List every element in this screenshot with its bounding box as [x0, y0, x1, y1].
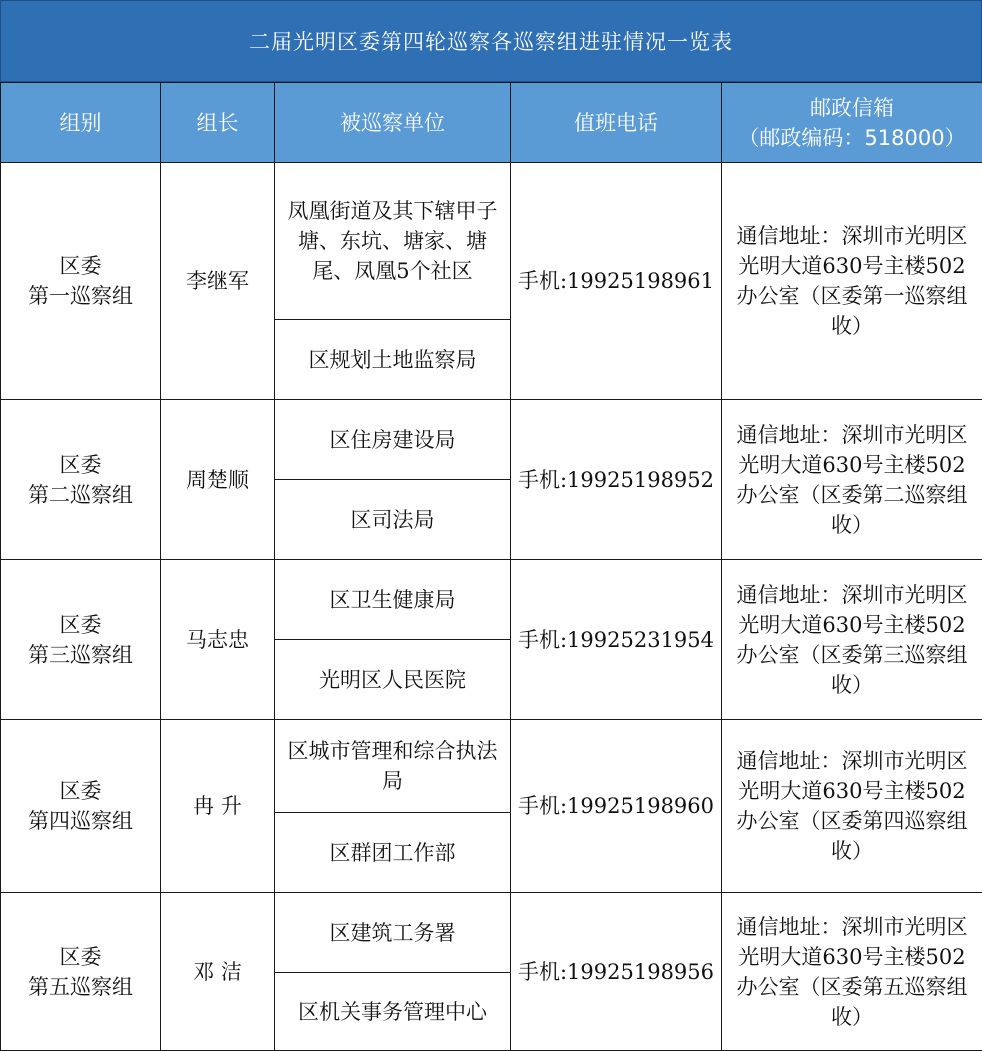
unit-cell: 凤凰街道及其下辖甲子塘、东坑、塘家、塘尾、凤凰5个社区: [275, 163, 511, 320]
leader-cell: 李继军: [161, 163, 275, 400]
table-row: [1, 893, 982, 973]
header-leader: 组长: [161, 83, 275, 163]
header-mailbox-postcode: （邮政编码：518000）: [728, 123, 976, 153]
phone-cell: 手机:19925198961: [511, 163, 722, 400]
group-cell: [1, 720, 161, 893]
header-mailbox: [722, 83, 982, 163]
group-cell: [1, 400, 161, 560]
table-row: [1, 720, 982, 813]
group-label: 区委: [7, 450, 154, 480]
header-group: 组别: [1, 83, 161, 163]
phone-cell: 手机:19925198956: [511, 893, 722, 1051]
phone-cell: 手机:19925198952: [511, 400, 722, 560]
header-row: [1, 83, 982, 163]
header-mailbox-title: 邮政信箱: [728, 93, 976, 123]
leader-cell: 邓 洁: [161, 893, 275, 1051]
unit-cell: 区建筑工务署: [275, 893, 511, 973]
group-cell: [1, 560, 161, 720]
address-cell: 通信地址：深圳市光明区光明大道630号主楼502办公室（区委第一巡察组 收）: [722, 163, 982, 400]
group-name: 第五巡察组: [7, 972, 154, 1002]
unit-cell: 区群团工作部: [275, 813, 511, 893]
unit-cell: 区卫生健康局: [275, 560, 511, 640]
leader-cell: 马志忠: [161, 560, 275, 720]
phone-cell: 手机:19925198960: [511, 720, 722, 893]
group-label: 区委: [7, 610, 154, 640]
address-cell: 通信地址：深圳市光明区光明大道630号主楼502办公室（区委第三巡察组 收）: [722, 560, 982, 720]
address-cell: 通信地址：深圳市光明区光明大道630号主楼502办公室（区委第四巡察组 收）: [722, 720, 982, 893]
address-cell: 通信地址：深圳市光明区光明大道630号主楼502办公室（区委第二巡察组 收）: [722, 400, 982, 560]
group-label: 区委: [7, 251, 154, 281]
leader-cell: 周楚顺: [161, 400, 275, 560]
group-label: 区委: [7, 942, 154, 972]
table-row: [1, 560, 982, 640]
group-name: 第一巡察组: [7, 281, 154, 311]
unit-cell: 区住房建设局: [275, 400, 511, 480]
group-cell: [1, 893, 161, 1051]
inspection-table: [0, 82, 982, 1051]
unit-cell: 光明区人民医院: [275, 640, 511, 720]
group-cell: [1, 163, 161, 400]
header-units: 被巡察单位: [275, 83, 511, 163]
group-label: 区委: [7, 776, 154, 806]
table-title: 二届光明区委第四轮巡察各巡察组进驻情况一览表: [0, 0, 982, 82]
group-name: 第四巡察组: [7, 806, 154, 836]
group-name: 第二巡察组: [7, 480, 154, 510]
unit-cell: 区司法局: [275, 480, 511, 560]
unit-cell: 区规划土地监察局: [275, 320, 511, 400]
leader-cell: 冉 升: [161, 720, 275, 893]
group-name: 第三巡察组: [7, 640, 154, 670]
address-cell: 通信地址：深圳市光明区光明大道630号主楼502办公室（区委第五巡察组 收）: [722, 893, 982, 1051]
table-row: [1, 163, 982, 320]
unit-cell: 区城市管理和综合执法局: [275, 720, 511, 813]
unit-cell: 区机关事务管理中心: [275, 973, 511, 1051]
phone-cell: 手机:19925231954: [511, 560, 722, 720]
table-row: [1, 400, 982, 480]
header-phone: 值班电话: [511, 83, 722, 163]
